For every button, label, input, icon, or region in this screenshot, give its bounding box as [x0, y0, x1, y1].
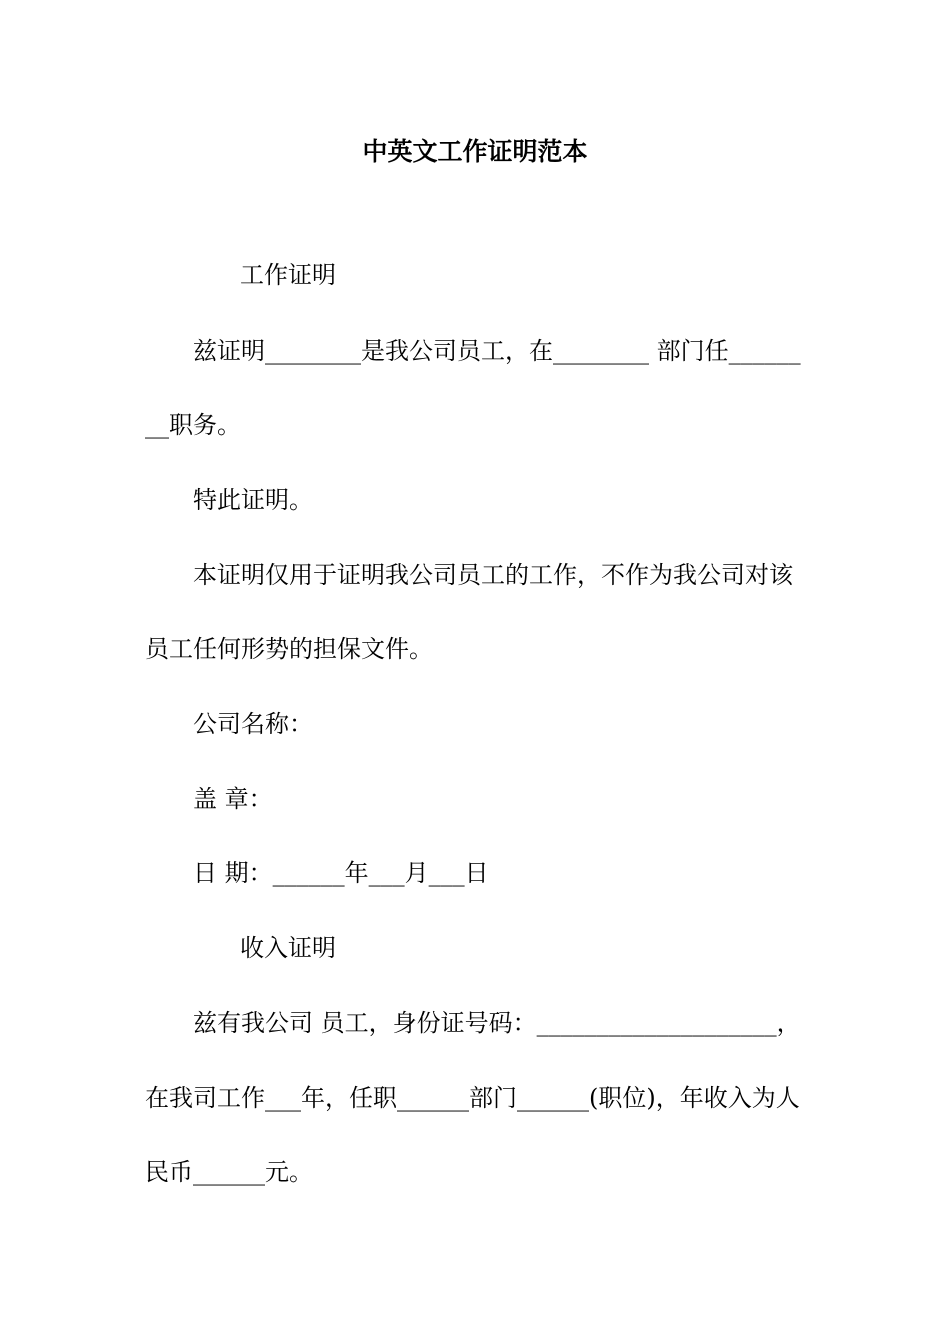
paragraph-line: 在我司工作___年，任职______部门______(职位)，年收入为人: [145, 1084, 800, 1112]
seal-label: 盖 章：: [193, 785, 273, 813]
paragraph-line: 兹证明________是我公司员工，在________ 部门任______: [193, 337, 801, 365]
document-title: 中英文工作证明范本: [362, 137, 588, 166]
paragraph-line: 本证明仅用于证明我公司员工的工作，不作为我公司对该: [193, 561, 793, 589]
paragraph-line: 特此证明。: [193, 486, 313, 514]
paragraph-line: 兹有我公司 员工，身份证号码：____________________，: [193, 1009, 801, 1037]
income-certificate-heading: 收入证明: [240, 934, 336, 962]
paragraph-line: 民币______元。: [145, 1158, 313, 1186]
date-label: 日 期：______年___月___日: [193, 859, 489, 887]
paragraph-line: __职务。: [145, 411, 241, 439]
paragraph-line: 员工任何形势的担保文件。: [145, 635, 433, 663]
work-certificate-heading: 工作证明: [240, 261, 336, 289]
company-name-label: 公司名称：: [193, 710, 313, 738]
